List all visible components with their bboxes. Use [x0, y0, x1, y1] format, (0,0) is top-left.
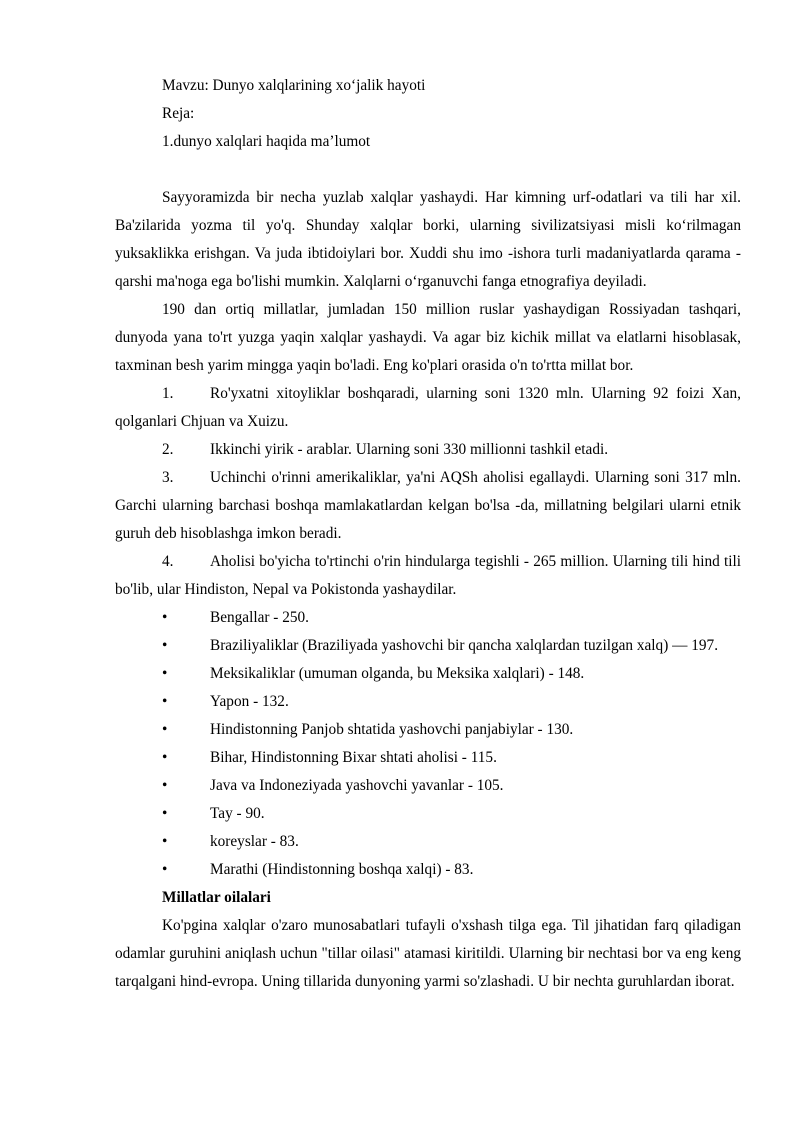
item-text: Aholisi bo'yicha to'rtinchi o'rin hindularga tegishli - 265 million. Ularning tili hind tili bo'lib, ular Hindiston, Nepal va Pokistonda yashaydilar. — [115, 553, 741, 598]
item-number: 1. — [162, 385, 174, 402]
bullet-icon: • — [162, 609, 168, 626]
intro-paragraph-1: Sayyoramizda bir necha yuzlab xalqlar yashaydi. Har kimning urf-odatlari va tili har xil. Ba'zilarida yozma til yo'q. Shunday xalqlar borki, ularning sivilizatsiyasi misli ko‘rilmagan yuksaklikka erishgan. Va juda ibtidoiylari bor. Xuddi shu imo -ishora turli madaniyatlarda qarama -qarshi ma'noga ega bo'lishi mumkin. Xalqlarni o‘rganuvchi fanga etnografiya deyiladi. — [115, 189, 741, 290]
bullet-item — [115, 772, 741, 800]
bullet-item — [115, 688, 741, 716]
document-body — [115, 72, 741, 996]
item-text: Ikkinchi yirik - arablar. Ularning soni 330 millionni tashkil etadi. — [210, 441, 609, 458]
bullet-icon: • — [162, 805, 168, 822]
bullet-icon: • — [162, 749, 168, 766]
item-number: 4. — [162, 553, 174, 570]
bullet-text: Bihar, Hindistonning Bixar shtati aholisi - 115. — [210, 749, 497, 766]
bullet-item — [115, 604, 741, 632]
bullet-item — [115, 856, 741, 884]
bullet-item — [115, 800, 741, 828]
item-number: 3. — [162, 469, 174, 486]
bullet-icon: • — [162, 665, 168, 682]
bullet-icon: • — [162, 861, 168, 878]
item-number: 2. — [162, 441, 174, 458]
bullet-item — [115, 660, 741, 688]
bullet-text: Braziliyaliklar (Braziliyada yashovchi bir qancha xalqlardan tuzilgan xalq) — 197. — [210, 637, 719, 654]
bullet-item — [115, 744, 741, 772]
section-heading: Millatlar oilalari — [162, 889, 271, 906]
bullet-text: Marathi (Hindistonning boshqa xalqi) - 83. — [210, 861, 474, 878]
item-text: Uchinchi o'rinni amerikaliklar, ya'ni AQSh aholisi egallaydi. Ularning soni 317 mln. Garchi ularning barchasi boshqa mamlakatlardan kelgan bo'lsa -da, millatning belgilari ularni etnik guruh deb hisoblashga imkon beradi. — [115, 469, 741, 542]
bullet-item — [115, 828, 741, 856]
bullet-text: Yapon - 132. — [210, 693, 289, 710]
intro-paragraph-2: 190 dan ortiq millatlar, jumladan 150 million ruslar yashaydigan Rossiyadan tashqari, dunyoda yana to'rt yuzga yaqin xalqlar yashaydi. Va agar biz kichik millat va elatlarni hisoblasak, taxminan besh yarim mingga yaqin bo'ladi. Eng ko'plari orasida o'n to'rtta millat bor. — [115, 301, 741, 374]
numbered-item — [115, 464, 741, 548]
bullet-icon: • — [162, 637, 168, 654]
bullet-item — [115, 632, 741, 660]
bullet-text: Meksikaliklar (umuman olganda, bu Meksika xalqlari) - 148. — [210, 665, 585, 682]
bullet-icon: • — [162, 833, 168, 850]
topic-line: Mavzu: Dunyo xalqlarining xo‘jalik hayoti — [162, 77, 426, 94]
numbered-item — [115, 436, 741, 464]
spacer — [115, 156, 741, 184]
bullet-text: Java va Indoneziyada yashovchi yavanlar - 105. — [210, 777, 504, 794]
bullet-item — [115, 716, 741, 744]
bullet-icon: • — [162, 721, 168, 738]
numbered-item — [115, 380, 741, 436]
numbered-item — [115, 548, 741, 604]
section-paragraph: Ko'pgina xalqlar o'zaro munosabatlari tufayli o'xshash tilga ega. Til jihatidan farq qiladigan odamlar guruhini aniqlash uchun "tillar oilasi" atamasi kiritildi. Ularning bir nechtasi bor va eng keng tarqalgani hind-evropa. Uning tillarida dunyoning yarmi so'zlashadi. U bir nechta guruhlardan iborat. — [115, 917, 741, 990]
plan-item: 1.dunyo xalqlari haqida ma’lumot — [162, 133, 371, 150]
bullet-text: koreyslar - 83. — [210, 833, 299, 850]
bullet-icon: • — [162, 693, 168, 710]
item-text: Ro'yxatni xitoyliklar boshqaradi, ularning soni 1320 mln. Ularning 92 foizi Xan, qolganlari Chjuan va Xuizu. — [115, 385, 741, 430]
bullet-text: Bengallar - 250. — [210, 609, 309, 626]
plan-label: Reja: — [162, 105, 195, 122]
bullet-icon: • — [162, 777, 168, 794]
bullet-text: Tay - 90. — [210, 805, 265, 822]
bullet-text: Hindistonning Panjob shtatida yashovchi panjabiylar - 130. — [210, 721, 574, 738]
